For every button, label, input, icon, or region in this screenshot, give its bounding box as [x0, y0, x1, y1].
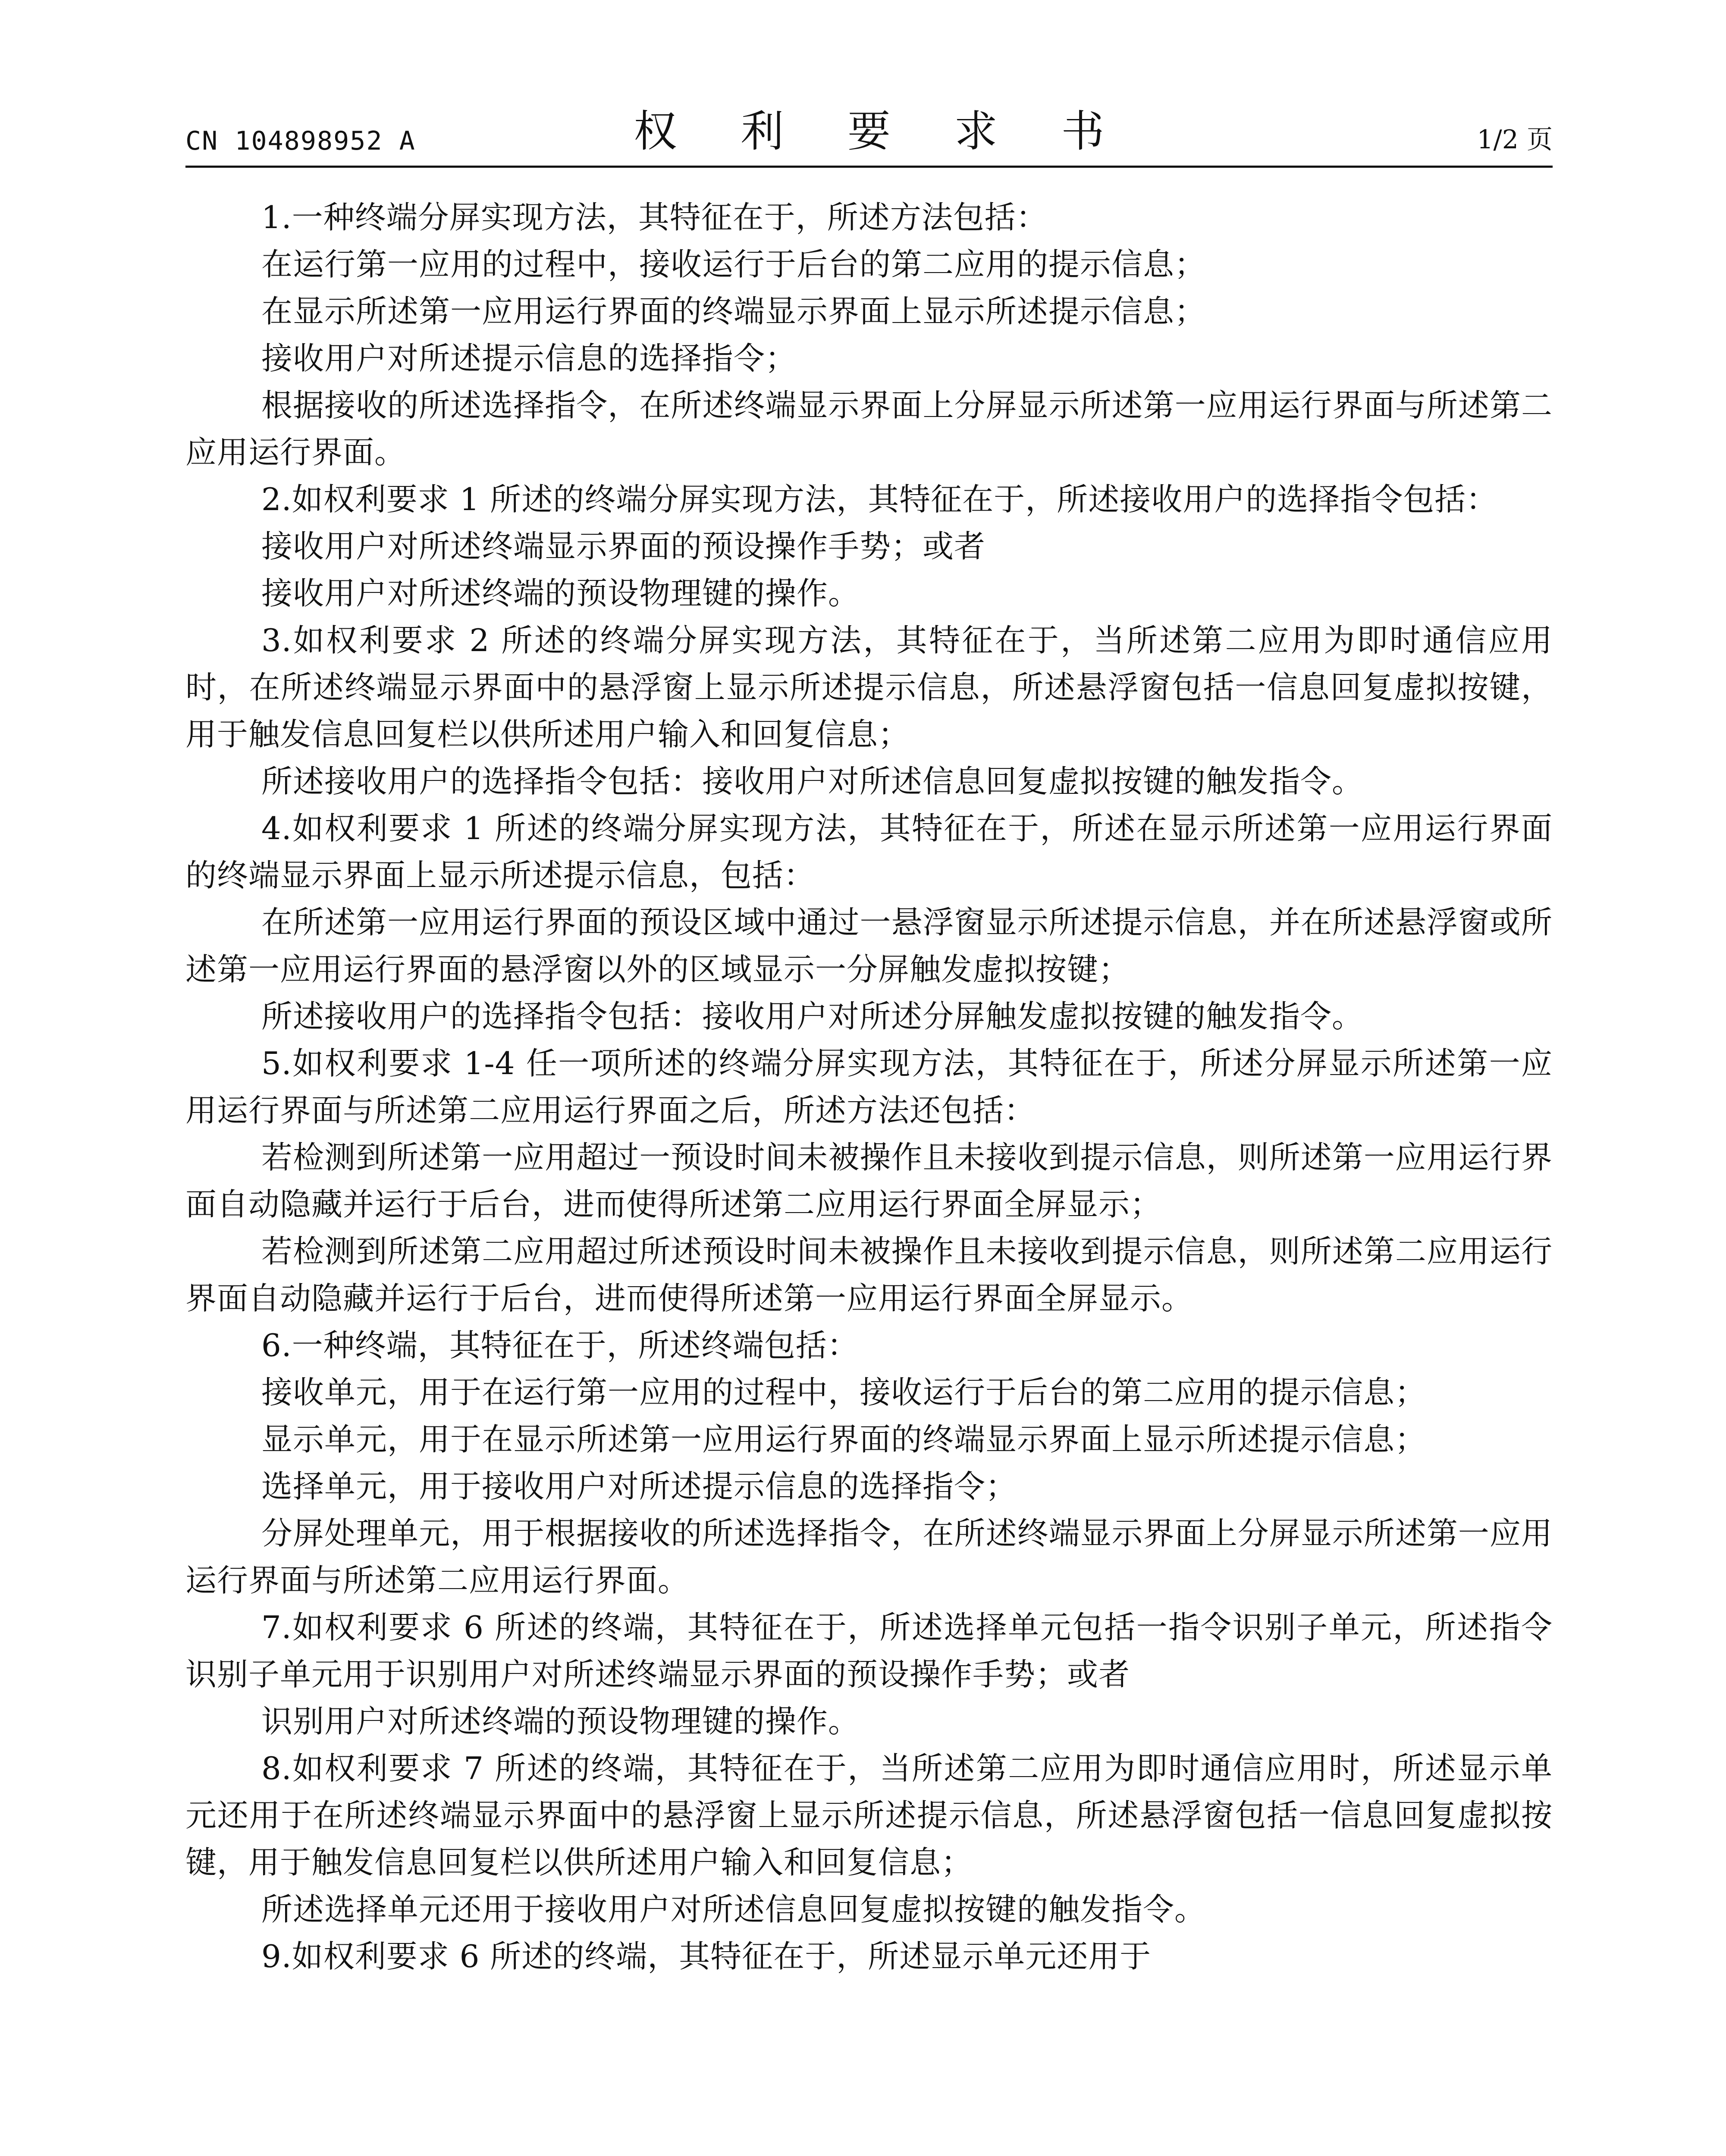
claim-paragraph: 分屏处理单元，用于根据接收的所述选择指令，在所述终端显示界面上分屏显示所述第一应用运行界面与所述第二应用运行界面。 [185, 1515, 1553, 1598]
document-title: 权 利 要 求 书 [634, 106, 1130, 157]
claim-paragraph: 所述选择单元还用于接收用户对所述信息回复虚拟按键的触发指令。 [261, 1891, 1206, 1927]
claim-paragraph: 显示单元，用于在显示所述第一应用运行界面的终端显示界面上显示所述提示信息； [261, 1421, 1427, 1457]
claim-paragraph: 2.如权利要求 1 所述的终端分屏实现方法，其特征在于，所述接收用户的选择指令包括： [261, 481, 1498, 517]
page-indicator: 1/2 页 [1477, 125, 1553, 155]
claim-paragraph: 5.如权利要求 1-4 任一项所述的终端分屏实现方法，其特征在于，所述分屏显示所述第一应用运行界面与所述第二应用运行界面之后，所述方法还包括： [185, 1045, 1553, 1128]
claim-paragraph: 在运行第一应用的过程中，接收运行于后台的第二应用的提示信息； [261, 246, 1206, 282]
claim-paragraph: 1.一种终端分屏实现方法，其特征在于，所述方法包括： [261, 199, 1048, 235]
claim-paragraph: 4.如权利要求 1 所述的终端分屏实现方法，其特征在于，所述在显示所述第一应用运行界面的终端显示界面上显示所述提示信息，包括： [185, 810, 1553, 893]
claim-paragraph: 接收用户对所述终端的预设物理键的操作。 [261, 575, 860, 611]
claims-body [185, 194, 1553, 1980]
header-divider [185, 166, 1553, 168]
claim-paragraph: 8.如权利要求 7 所述的终端，其特征在于，当所述第二应用为即时通信应用时，所述显示单元还用于在所述终端显示界面中的悬浮窗上显示所述提示信息，所述悬浮窗包括一信息回复虚拟按键，用于触发信息回复栏以供所述用户输入和回复信息； [185, 1750, 1553, 1880]
claim-paragraph: 7.如权利要求 6 所述的终端，其特征在于，所述选择单元包括一指令识别子单元，所述指令识别子单元用于识别用户对所述终端显示界面的预设操作手势；或者 [185, 1609, 1553, 1692]
claim-paragraph: 若检测到所述第一应用超过一预设时间未被操作且未接收到提示信息，则所述第一应用运行界面自动隐藏并运行于后台，进而使得所述第二应用运行界面全屏显示； [185, 1139, 1553, 1222]
claim-paragraph: 接收用户对所述提示信息的选择指令； [261, 340, 797, 376]
page-header [185, 99, 1553, 164]
claim-paragraph: 3.如权利要求 2 所述的终端分屏实现方法，其特征在于，当所述第二应用为即时通信应用时，在所述终端显示界面中的悬浮窗上显示所述提示信息，所述悬浮窗包括一信息回复虚拟按键，用于触发信息回复栏以供所述用户输入和回复信息； [185, 622, 1553, 752]
claim-paragraph: 9.如权利要求 6 所述的终端，其特征在于，所述显示单元还用于 [261, 1938, 1152, 1974]
claim-paragraph: 若检测到所述第二应用超过所述预设时间未被操作且未接收到提示信息，则所述第二应用运行界面自动隐藏并运行于后台，进而使得所述第一应用运行界面全屏显示。 [185, 1233, 1553, 1316]
publication-number: CN 104898952 A [185, 126, 416, 156]
claim-paragraph: 6.一种终端，其特征在于，所述终端包括： [261, 1327, 859, 1363]
claim-paragraph: 接收单元，用于在运行第一应用的过程中，接收运行于后台的第二应用的提示信息； [261, 1374, 1427, 1410]
claim-paragraph: 所述接收用户的选择指令包括：接收用户对所述信息回复虚拟按键的触发指令。 [261, 763, 1364, 799]
claim-paragraph: 根据接收的所述选择指令，在所述终端显示界面上分屏显示所述第一应用运行界面与所述第二应用运行界面。 [185, 387, 1553, 470]
claim-paragraph: 接收用户对所述终端显示界面的预设操作手势；或者 [261, 528, 986, 564]
claim-paragraph: 在显示所述第一应用运行界面的终端显示界面上显示所述提示信息； [261, 293, 1206, 329]
claim-paragraph: 在所述第一应用运行界面的预设区域中通过一悬浮窗显示所述提示信息，并在所述悬浮窗或所述第一应用运行界面的悬浮窗以外的区域显示一分屏触发虚拟按键； [185, 904, 1553, 987]
claim-paragraph: 选择单元，用于接收用户对所述提示信息的选择指令； [261, 1468, 1017, 1504]
claim-paragraph: 识别用户对所述终端的预设物理键的操作。 [261, 1703, 860, 1739]
claim-paragraph: 所述接收用户的选择指令包括：接收用户对所述分屏触发虚拟按键的触发指令。 [261, 998, 1364, 1034]
